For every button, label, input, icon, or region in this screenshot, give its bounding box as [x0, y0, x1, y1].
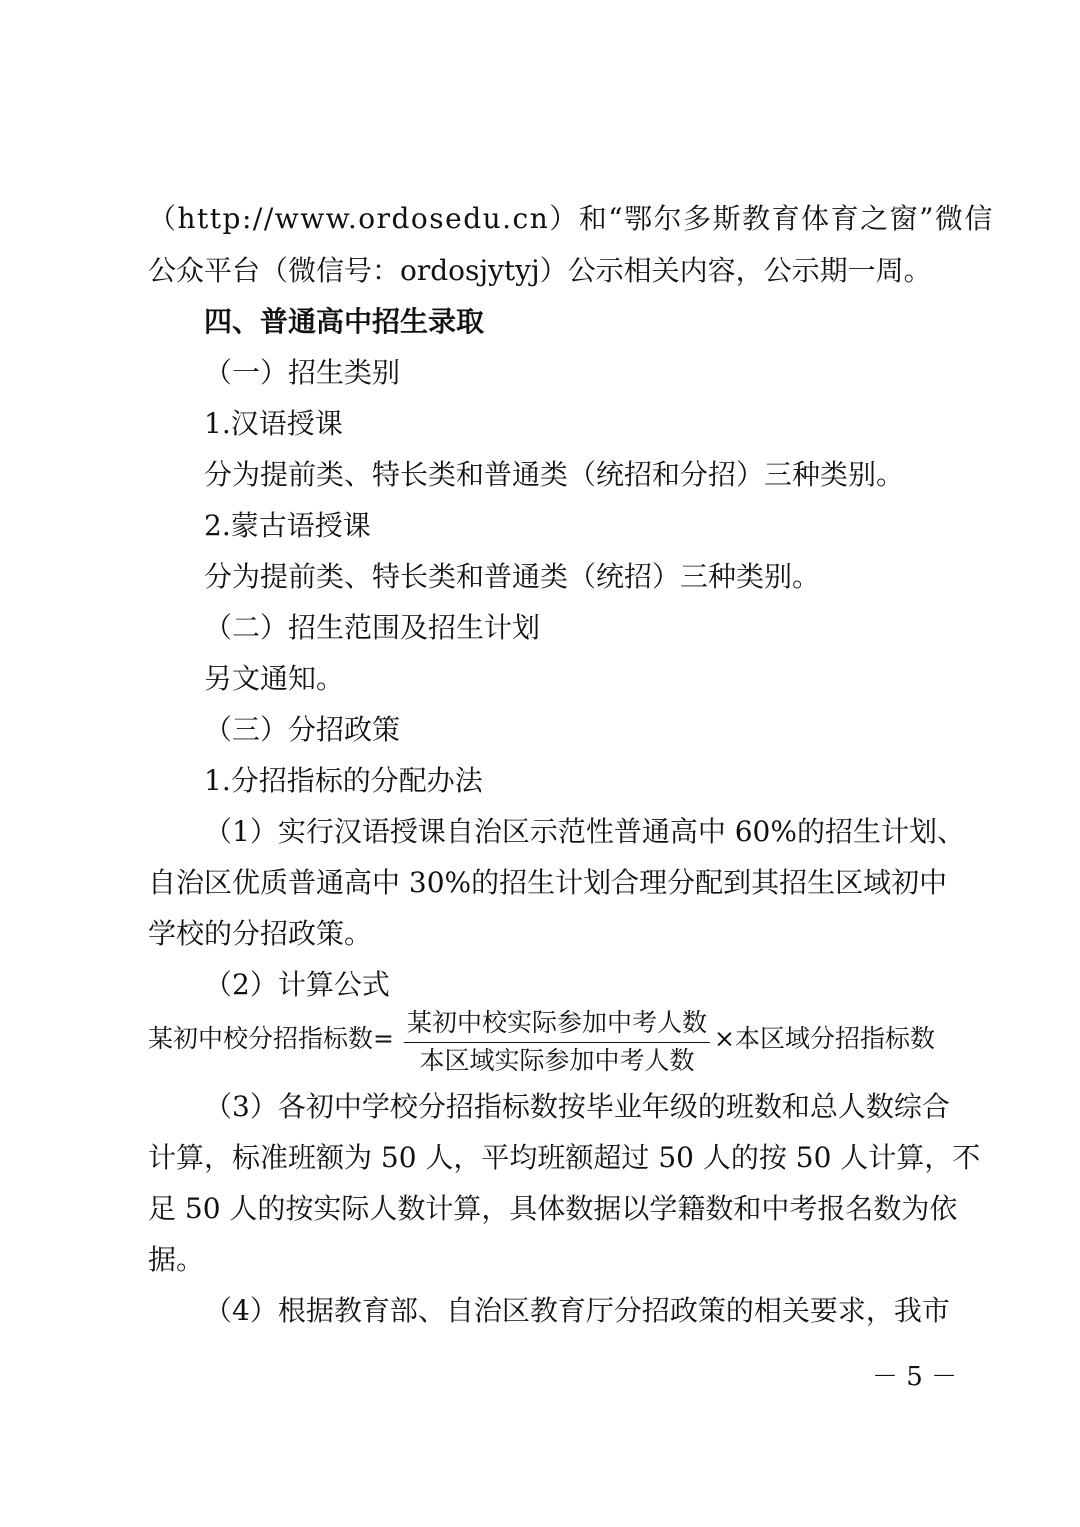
paragraph-line: （1）实行汉语授课自治区示范性普通高中 60%的招生计划、 — [204, 815, 965, 848]
paragraph-line: 另文通知。 — [204, 662, 345, 695]
formula-denominator: 本区域实际参加中考人数 — [419, 1046, 695, 1075]
section-heading: 四、普通高中招生录取 — [204, 305, 485, 338]
formula-lhs: 某初中校分招指标数= — [148, 1024, 394, 1053]
item-heading: 1.汉语授课 — [204, 407, 343, 440]
paragraph-line: （3）各初中学校分招指标数按毕业年级的班数和总人数综合 — [204, 1090, 950, 1123]
paragraph-line: 计算，标准班额为 50 人，平均班额超过 50 人的按 50 人计算，不 — [148, 1141, 981, 1174]
paragraph-line: 公众平台（微信号：ordosjytyj）公示相关内容，公示期一周。 — [148, 254, 932, 287]
paragraph-line: 足 50 人的按实际人数计算，具体数据以学籍数和中考报名数为依 — [148, 1192, 958, 1225]
formula-numerator: 某初中校实际参加中考人数 — [406, 1008, 707, 1037]
subsection-heading: （三）分招政策 — [204, 713, 401, 746]
paragraph-line: 据。 — [148, 1243, 205, 1276]
fraction-bar — [404, 1042, 710, 1043]
subsection-heading: （一）招生类别 — [204, 356, 401, 389]
paragraph-line: （2）计算公式 — [204, 968, 390, 1001]
paragraph-line: 自治区优质普通高中 30%的招生计划合理分配到其招生区域初中 — [148, 866, 948, 899]
item-heading: 1.分招指标的分配办法 — [204, 764, 483, 797]
calculation-formula — [148, 1006, 938, 1076]
paragraph-line: （4）根据教育部、自治区教育厅分招政策的相关要求，我市 — [204, 1294, 950, 1327]
subsection-heading: （二）招生范围及招生计划 — [204, 611, 541, 644]
paragraph-line: 学校的分招政策。 — [148, 917, 373, 950]
formula-rhs: ×本区域分招指标数 — [714, 1024, 935, 1053]
paragraph-line: （http://www.ordosedu.cn）和“鄂尔多斯教育体育之窗”微信 — [148, 202, 994, 235]
page-number: － 5 － — [872, 1362, 958, 1392]
item-heading: 2.蒙古语授课 — [204, 509, 371, 542]
paragraph-line: 分为提前类、特长类和普通类（统招）三种类别。 — [204, 560, 821, 593]
formula-fraction — [404, 1006, 710, 1076]
paragraph-line: 分为提前类、特长类和普通类（统招和分招）三种类别。 — [204, 458, 905, 491]
